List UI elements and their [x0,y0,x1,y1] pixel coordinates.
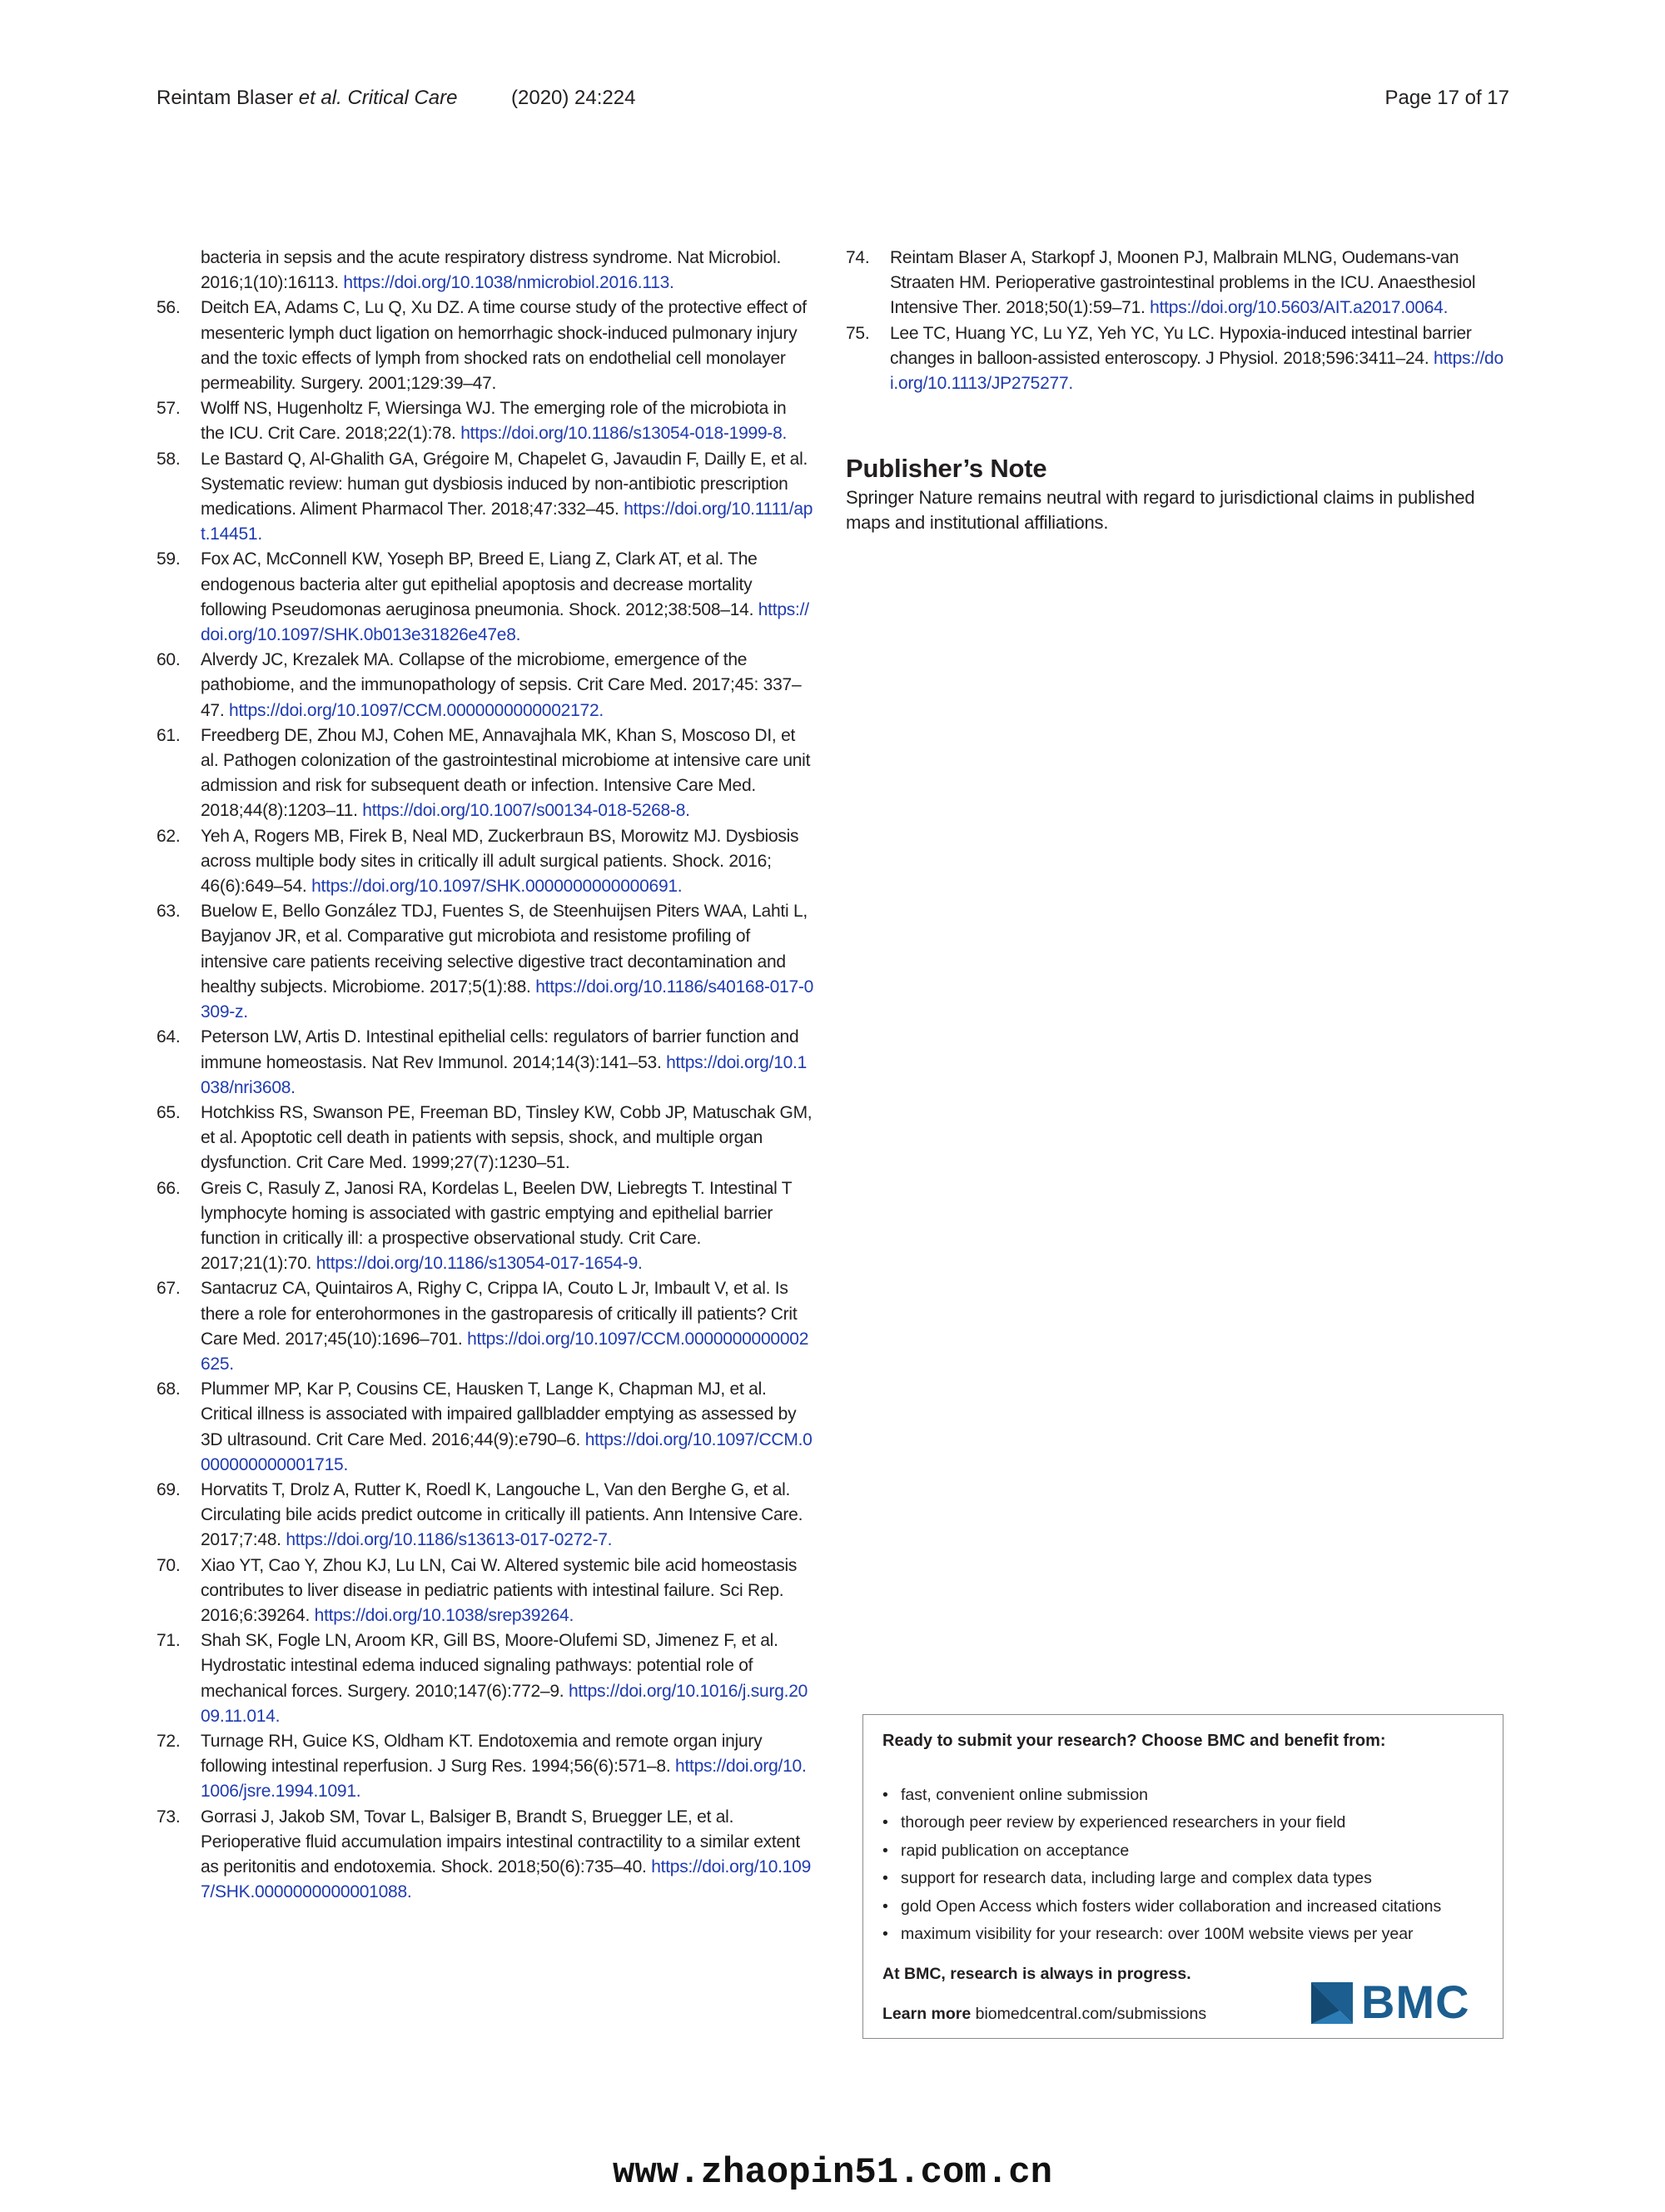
reference-list-left [157,296,814,1905]
bmc-benefit-text: rapid publication on acceptance [901,1841,1130,1860]
reference-list-right [846,246,1503,396]
reference-number: 73. [157,1807,181,1827]
reference-number: 58. [157,449,181,469]
reference-number: 61. [157,725,181,745]
bullet-icon: • [882,1896,888,1916]
bullet-icon: • [882,1841,888,1860]
reference-item [157,1805,814,1906]
reference-text: Lee TC, Huang YC, Lu YZ, Yeh YC, Yu LC. Hypoxia-induced intestinal barrier changes in balloon-assisted enteroscopy. J Physiol. 2018;596:3411–24. [890,323,1472,368]
bmc-submission-box [862,1714,1503,2039]
reference-item [157,648,814,723]
reference-text: Le Bastard Q, Al-Ghalith GA, Grégoire M, Chapelet G, Javaudin F, Dailly E, et al. Systematic review: human gut dysbiosis induced by non-antibiotic prescription medications. Aliment Pharmacol Ther. 2018;47:332–45. [201,449,808,519]
reference-number: 74. [846,248,870,267]
bmc-learn-more[interactable] [882,2005,1206,2024]
doi-link[interactable]: https://doi.org/10.1186/s13613-017-0272-7. [286,1530,613,1550]
running-head-etal: et al. [298,87,342,109]
journal-name: Critical Care [347,87,458,109]
bullet-icon: • [882,1869,888,1888]
bmc-box-heading: Ready to submit your research? Choose BMC and benefit from: [882,1732,1386,1750]
page-number: Page 17 of 17 [1384,87,1509,109]
bmc-benefit-item [882,1809,1441,1837]
reference-number: 59. [157,549,181,569]
doi-link[interactable]: https://doi.org/10.1097/CCM.0000000000002172. [229,700,604,720]
doi-link[interactable]: https://doi.org/10.1186/s13054-018-1999-8. [460,424,788,444]
learn-more-label: Learn more [882,2005,972,2023]
left-reference-column [157,246,814,1905]
reference-item [157,1377,814,1478]
doi-link[interactable]: https://doi.org/10.1113/JP275277. [890,348,1503,394]
bmc-benefit-text: support for research data, including large and complex data types [901,1869,1372,1888]
doi-link[interactable]: https://doi.org/10.1038/srep39264. [314,1605,574,1625]
reference-text: Buelow E, Bello González TDJ, Fuentes S, de Steenhuijsen Piters WAA, Lahti L, Bayjanov JR, et al. Comparative gut microbiota and resistome profiling of intensive care patients receiving selective digestive tract decontamination and healthy subjects. Microbiome. 2017;5(1):88. [201,902,808,997]
reference-number: 63. [157,902,181,922]
reference-number: 68. [157,1379,181,1399]
reference-text: Greis C, Rasuly Z, Janosi RA, Kordelas L, Beelen DW, Liebregts T. Intestinal T lymphocyte homing is associated with gastric emptying and epithelial barrier function in critically ill: a prospective observational study. Crit Care. 2017;21(1):70. [201,1178,792,1274]
doi-link[interactable]: https://doi.org/10.1038/nri3608. [201,1052,808,1097]
reference-text: Gorrasi J, Jakob SM, Tovar L, Balsiger B, Brandt S, Bruegger LE, et al. Perioperative fluid accumulation impairs intestinal contractility to a similar extent as peritonitis and endotoxemia. Shock. 2018;50(6):735–40. [201,1807,800,1876]
reference-item [157,1276,814,1377]
reference-text: Turnage RH, Guice KS, Oldham KT. Endotoxemia and remote organ injury following intestinal reperfusion. J Surg Res. 1994;56(6):571–8. [201,1731,763,1777]
bullet-icon: • [882,1786,888,1804]
reference-text: Peterson LW, Artis D. Intestinal epithelial cells: regulators of barrier function and immune homeostasis. Nat Rev Immunol. 2014;14(3):141–53. [201,1027,799,1072]
reference-number: 71. [157,1631,181,1651]
reference-number: 66. [157,1178,181,1198]
bmc-benefit-item [882,1865,1441,1892]
reference-text: Alverdy JC, Krezalek MA. Collapse of the microbiome, emergence of the pathobiome, and the immunopathology of sepsis. Crit Care Med. 2017;45: 337–47. [201,650,802,720]
doi-link[interactable]: https://doi.org/10.1097/SHK.0000000000001088. [201,1857,812,1902]
doi-link[interactable]: https://doi.org/10.1097/SHK.0000000000000691. [311,877,683,897]
reference-item [157,547,814,648]
publisher-note [846,454,1503,535]
doi-link[interactable]: https://doi.org/10.5603/AIT.a2017.0064. [1150,298,1449,318]
learn-more-url[interactable]: biomedcentral.com/submissions [975,2005,1207,2023]
bmc-logo-mark-icon [1311,1982,1353,2024]
reference-number: 57. [157,399,181,419]
bmc-benefit-text: fast, convenient online submission [901,1786,1149,1804]
reference-number: 65. [157,1102,181,1122]
reference-continuation [157,246,814,296]
reference-text: Plummer MP, Kar P, Cousins CE, Hausken T, Lange K, Chapman MJ, et al. Critical illness is associated with impaired gallbladder emptying as assessed by 3D ultrasound. Crit Care Med. 2016;44(9):e790–6. [201,1379,797,1449]
reference-number: 56. [157,298,181,318]
reference-number: 75. [846,323,870,343]
reference-item [846,246,1503,321]
reference-item [157,296,814,396]
reference-text: Horvatits T, Drolz A, Rutter K, Roedl K, Langouche L, Van den Berghe G, et al. Circulating bile acids predict outcome in critically ill patients. Ann Intensive Care. 2017;7:48. [201,1479,803,1550]
reference-number: 69. [157,1479,181,1499]
bmc-benefit-item [882,1837,1441,1865]
publisher-note-text: Springer Nature remains neutral with regard to jurisdictional claims in published maps and institutional affiliations. [846,487,1475,533]
doi-link[interactable]: https://doi.org/10.1111/apt.14451. [201,500,813,544]
reference-text: Deitch EA, Adams C, Lu Q, Xu DZ. A time course study of the protective effect of mesenteric lymph duct ligation on hemorrhagic shock-induced pulmonary injury and the toxic effects of lymph from shocked rats on endothelial cell monolayer permeability. Surgery. 2001;129:39–47. [201,298,807,394]
volume-info: (2020) 24:224 [511,87,636,109]
right-reference-column [846,246,1503,396]
reference-text: Santacruz CA, Quintairos A, Righy C, Crippa IA, Couto L Jr, Imbault V, et al. Is there a role for enterohormones in the gastroparesis of critically ill patients? Crit Care Med. 2017;45(10):1696–701. [201,1279,798,1349]
reference-number: 72. [157,1731,181,1751]
reference-item [157,447,814,548]
doi-link[interactable]: https://doi.org/10.1097/SHK.0b013e31826e47e8. [201,599,809,645]
reference-item [157,1101,814,1176]
reference-item [157,723,814,824]
reference-number: 62. [157,826,181,846]
reference-text: Xiao YT, Cao Y, Zhou KJ, Lu LN, Cai W. Altered systemic bile acid homeostasis contributes to liver disease in pediatric patients with intestinal failure. Sci Rep. 2016;6:39264. [201,1555,798,1625]
bmc-benefit-item [882,1921,1441,1948]
bmc-logo [1311,1976,1483,2028]
bmc-benefits-list [882,1782,1441,1948]
bmc-benefit-text: maximum visibility for your research: over 100M website views per year [901,1924,1414,1943]
reference-number: 67. [157,1279,181,1299]
reference-text: Shah SK, Fogle LN, Aroom KR, Gill BS, Moore-Olufemi SD, Jimenez F, et al. Hydrostatic intestinal edema induced signaling pathways: potential role of mechanical forces. Surgery. 2010;147(6):772–9. [201,1631,778,1701]
page-header [157,87,1509,120]
bullet-icon: • [882,1924,888,1943]
bmc-benefit-text: thorough peer review by experienced researchers in your field [901,1813,1346,1832]
reference-item [157,1025,814,1101]
bmc-logo-text: BMC [1361,1976,1470,2028]
doi-link[interactable]: https://doi.org/10.1097/CCM.0000000000001715. [201,1429,813,1474]
doi-link[interactable]: https://doi.org/10.1186/s13054-017-1654-9. [316,1254,643,1274]
reference-text: Yeh A, Rogers MB, Firek B, Neal MD, Zuckerbraun BS, Morowitz MJ. Dysbiosis across multiple body sites in critically ill adult surgical patients. Shock. 2016; 46(6):649–54. [201,826,799,897]
reference-item [157,1478,814,1553]
doi-link[interactable]: https://doi.org/10.1038/nmicrobiol.2016.113. [343,273,674,293]
bullet-icon: • [882,1813,888,1832]
reference-item [157,1628,814,1729]
reference-item [157,899,814,1025]
doi-link[interactable]: https://doi.org/10.1007/s00134-018-5268-8. [362,801,690,821]
running-head-authors: Reintam Blaser [157,87,294,109]
reference-number: 70. [157,1555,181,1575]
bmc-progress-text: At BMC, research is always in progress. [882,1965,1191,1983]
reference-text: bacteria in sepsis and the acute respiratory distress syndrome. Nat Microbiol. 2016;1(10):16113. [201,248,782,293]
doi-link[interactable]: https://doi.org/10.1097/CCM.0000000000002625. [201,1329,809,1374]
bmc-benefit-item [882,1782,1441,1809]
watermark: www.zhaopin51.com.cn [612,2152,1053,2194]
bmc-benefit-text: gold Open Access which fosters wider collaboration and increased citations [901,1896,1442,1916]
reference-text: Reintam Blaser A, Starkopf J, Moonen PJ, Malbrain MLNG, Oudemans-van Straaten HM. Perioperative gastrointestinal problems in the ICU. Anaesthesiol Intensive Ther. 2018;50(1):59–71. [890,248,1476,318]
reference-number: 60. [157,650,181,670]
reference-item [157,1553,814,1629]
reference-number: 64. [157,1027,181,1047]
running-head [157,87,457,110]
publisher-note-title: Publisher’s Note [846,454,1047,483]
doi-link[interactable]: https://doi.org/10.1016/j.surg.2009.11.014. [201,1681,808,1726]
reference-text: Hotchkiss RS, Swanson PE, Freeman BD, Tinsley KW, Cobb JP, Matuschak GM, et al. Apoptotic cell death in patients with sepsis, shock, and multiple organ dysfunction. Crit Care Med. 1999;27(7):1230–51. [201,1102,813,1173]
reference-item [157,824,814,900]
bmc-benefit-item [882,1893,1441,1921]
reference-item [157,1729,814,1805]
reference-item [846,321,1503,397]
reference-item [157,1176,814,1277]
reference-text: Freedberg DE, Zhou MJ, Cohen ME, Annavajhala MK, Khan S, Moscoso DI, et al. Pathogen colonization of the gastrointestinal microbiome at intensive care unit admission and risk for subsequent death or infection. Intensive Care Med. 2018;44(8):1203–11. [201,725,811,821]
reference-text: Wolff NS, Hugenholtz F, Wiersinga WJ. The emerging role of the microbiota in the ICU. Crit Care. 2018;22(1):78. [201,399,787,444]
reference-text: Fox AC, McConnell KW, Yoseph BP, Breed E, Liang Z, Clark AT, et al. The endogenous bacteria alter gut epithelial apoptosis and decrease mortality following Pseudomonas aeruginosa pneumonia. Shock. 2012;38:508–14. [201,549,758,619]
doi-link[interactable]: https://doi.org/10.1186/s40168-017-0309-z. [201,977,814,1022]
doi-link[interactable]: https://doi.org/10.1006/jsre.1994.1091. [201,1757,807,1802]
reference-item [157,396,814,446]
